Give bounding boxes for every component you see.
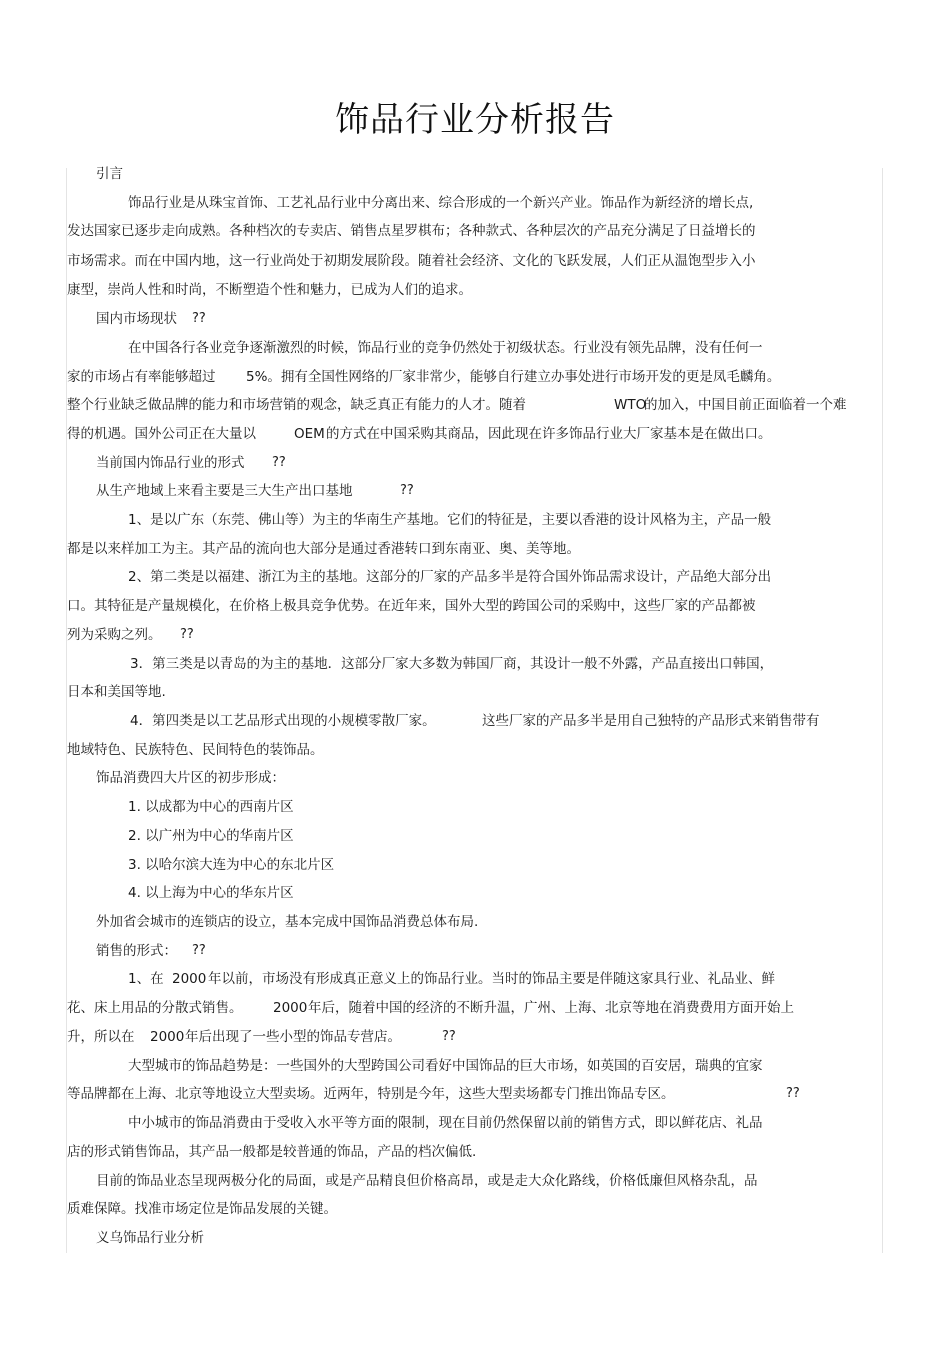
- paragraph-year: 2000: [150, 1029, 185, 1045]
- heading-yiwu-analysis: 义乌饰品行业分析: [96, 1230, 204, 1246]
- paragraph-line: 列为采购之列。: [67, 627, 162, 643]
- paragraph-line: 在中国各行各业竞争逐渐激烈的时候，饰品行业的竞争仍然处于初级状态。行业没有领先品牌，没有任何一: [128, 340, 763, 356]
- paragraph-line: 市场需求。而在中国内地，这一行业尚处于初期发展阶段。随着社会经济、文化的飞跃发展，人们正从温饱型步入小: [67, 253, 756, 269]
- placeholder-mark: ??: [180, 627, 194, 642]
- heading-intro: 引言: [96, 166, 123, 182]
- paragraph-line: 1、是以广东（东莞、佛山等）为主的华南生产基地。它们的特征是，主要以香港的设计风格为主，产品一般: [128, 512, 772, 528]
- paragraph-line: 2、第二类是以福建、浙江为主的基地。这部分的厂家的产品多半是符合国外饰品需求设计，产品绝大部分出: [128, 569, 772, 585]
- paragraph-line: 质难保障。找准市场定位是饰品发展的关键。: [67, 1201, 337, 1217]
- paragraph-line: 大型城市的饰品趋势是：一些国外的大型跨国公司看好中国饰品的巨大市场，如英国的百安居，瑞典的宜家: [128, 1058, 763, 1074]
- paragraph-line: 发达国家已逐步走向成熟。各种档次的专卖店、销售点星罗棋布；各种款式、各种层次的产品充分满足了日益增长的: [67, 223, 756, 239]
- paragraph-line: 升，所以在: [67, 1029, 135, 1045]
- paragraph-line: 家的市场占有率能够超过: [67, 369, 216, 385]
- paragraph-line: 1、在: [128, 971, 164, 987]
- paragraph-line: 康型，崇尚人性和时尚，不断塑造个性和魅力，已成为人们的追求。: [67, 282, 472, 298]
- paragraph-term-oem: OEM: [294, 426, 325, 442]
- placeholder-mark: ??: [400, 483, 414, 498]
- paragraph-year: 2000: [273, 1000, 308, 1016]
- paragraph-line: 店的形式销售饰品，其产品一般都是较普通的饰品，产品的档次偏低.: [67, 1144, 477, 1160]
- paragraph-line: 年后出现了一些小型的饰品专营店。: [185, 1029, 401, 1045]
- placeholder-mark: ??: [192, 943, 206, 958]
- list-item: 2. 以广州为中心的华南片区: [128, 828, 294, 844]
- placeholder-mark: ??: [272, 455, 286, 470]
- paragraph-line: 得的机遇。国外公司正在大量以: [67, 426, 256, 442]
- paragraph-line: 这些厂家的产品多半是用自己独特的产品形式来销售带有: [482, 713, 820, 729]
- heading-consumer-regions: 饰品消费四大片区的初步形成：: [96, 770, 285, 786]
- paragraph-line: 花、床上用品的分散式销售。: [67, 1000, 243, 1016]
- paragraph-line: 地域特色、民族特色、民间特色的装饰品。: [67, 742, 324, 758]
- heading-current-forms: 当前国内饰品行业的形式: [96, 455, 245, 471]
- paragraph-line: 年以前，市场没有形成真正意义上的饰品行业。当时的饰品主要是伴随这家具行业、礼品业、鲜: [208, 971, 775, 987]
- paragraph-line: 中小城市的饰品消费由于受收入水平等方面的限制，现在目前仍然保留以前的销售方式，即以鲜花店、礼品: [128, 1115, 763, 1131]
- paragraph-line: 3．第三类是以青岛的为主的基地．这部分厂家大多数为韩国厂商，其设计一般不外露，产品直接出口韩国，: [130, 656, 774, 672]
- paragraph-line: 都是以来样加工为主。其产品的流向也大部分是通过香港转口到东南亚、奥、美等地。: [67, 541, 580, 557]
- paragraph-line: 目前的饰品业态呈现两极分化的局面，或是产品精良但价格高昂，或是走大众化路线，价格低廉但风格杂乱，品: [96, 1173, 758, 1189]
- heading-production-bases: 从生产地域上来看主要是三大生产出口基地: [96, 483, 353, 499]
- paragraph-term-wto: WTO: [614, 397, 647, 413]
- paragraph-line: 年后，随着中国的经济的不断升温，广州、上海、北京等地在消费费用方面开始上: [308, 1000, 794, 1016]
- paragraph-line: 5%。拥有全国性网络的厂家非常少，能够自行建立办事处进行市场开发的更是凤毛麟角。: [246, 369, 781, 385]
- list-item: 4. 以上海为中心的华东片区: [128, 885, 294, 901]
- paragraph-line: 饰品行业是从珠宝首饰、工艺礼品行业中分离出来、综合形成的一个新兴产业。饰品作为新经济的增长点,: [128, 195, 754, 211]
- right-margin-rule: [882, 168, 883, 1253]
- paragraph-line: 整个行业缺乏做品牌的能力和市场营销的观念，缺乏真正有能力的人才。随着: [67, 397, 526, 413]
- list-item: 1. 以成都为中心的西南片区: [128, 799, 294, 815]
- document-title: 饰品行业分析报告: [335, 100, 615, 140]
- placeholder-mark: ??: [442, 1029, 456, 1044]
- heading-domestic-market: 国内市场现状: [96, 311, 177, 327]
- paragraph-line: 口。其特征是产量规模化，在价格上极具竞争优势。在近年来，国外大型的跨国公司的采购中，这些厂家的产品都被: [67, 598, 756, 614]
- paragraph-line: 的加入，中国目前正面临着一个难: [644, 397, 847, 413]
- paragraph-line: 外加省会城市的连锁店的设立，基本完成中国饰品消费总体布局.: [96, 914, 479, 930]
- paragraph-line: 4．第四类是以工艺品形式出现的小规模零散厂家。: [130, 713, 436, 729]
- heading-sales-forms: 销售的形式：: [96, 943, 177, 959]
- paragraph-line: 等品牌都在上海、北京等地设立大型卖场。近两年，特别是今年，这些大型卖场都专门推出饰品专区。: [67, 1086, 675, 1102]
- paragraph-line: 的方式在中国采购其商品，因此现在许多饰品行业大厂家基本是在做出口。: [326, 426, 772, 442]
- list-item: 3. 以哈尔滨大连为中心的东北片区: [128, 857, 335, 873]
- paragraph-line: 日本和美国等地.: [67, 684, 166, 700]
- placeholder-mark: ??: [192, 311, 206, 326]
- placeholder-mark: ??: [786, 1086, 800, 1101]
- paragraph-year: 2000: [172, 971, 207, 987]
